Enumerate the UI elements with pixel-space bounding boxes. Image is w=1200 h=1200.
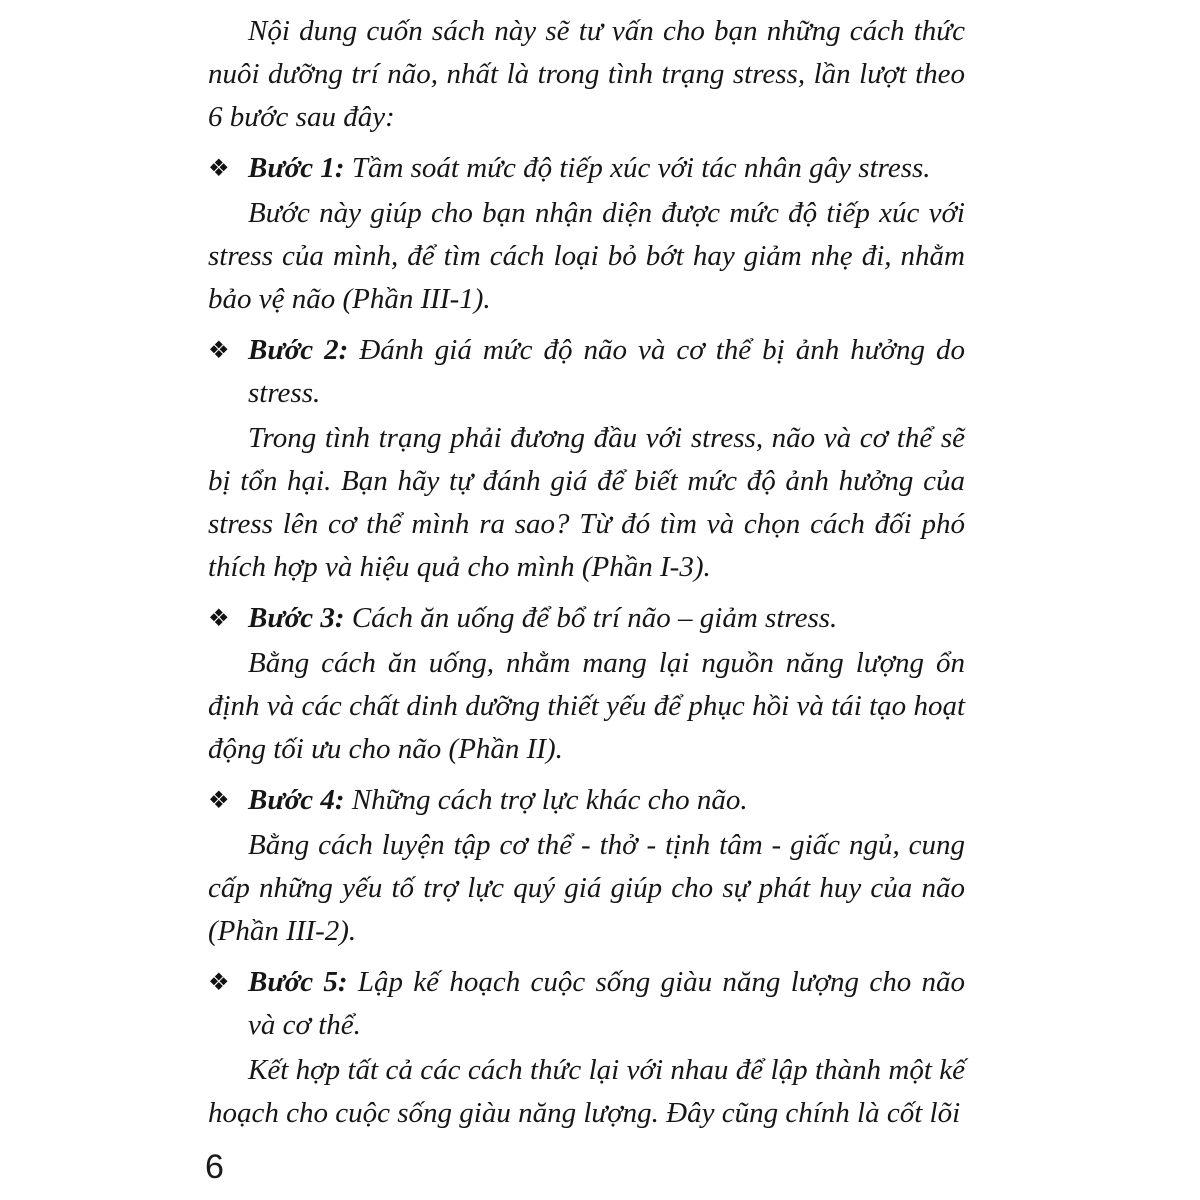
step-title: Tầm soát mức độ tiếp xúc với tác nhân gây stress. (351, 152, 931, 184)
intro-paragraph: Nội dung cuốn sách này sẽ tư vấn cho bạn những cách thức nuôi dưỡng trí não, nhất là trong tình trạng stress, lần lượt theo 6 bước sau đây: (208, 15, 965, 133)
step-item-5 (208, 961, 965, 1135)
step-item-1 (208, 147, 965, 321)
step-body: Kết hợp tất cả các cách thức lại với nhau để lập thành một kế hoạch cho cuộc sống giàu năng lượng. Đây cũng chính là cốt lõi (208, 1054, 965, 1129)
step-heading-1 (208, 147, 965, 190)
step-label: Bước 3: (248, 602, 345, 634)
bullet-diamond-icon: ❖ (208, 338, 230, 364)
step-heading-4 (208, 779, 965, 822)
step-title: Lập kế hoạch cuộc sống giàu năng lượng cho não và cơ thể. (248, 966, 965, 1041)
step-item-4 (208, 779, 965, 953)
step-title: Đánh giá mức độ não và cơ thể bị ảnh hưởng do stress. (248, 334, 965, 409)
bullet-diamond-icon: ❖ (208, 788, 230, 814)
step-heading-3 (208, 597, 965, 640)
step-label: Bước 1: (248, 152, 345, 184)
bullet-diamond-icon: ❖ (208, 970, 230, 996)
step-label: Bước 4: (248, 784, 345, 816)
bullet-diamond-icon: ❖ (208, 606, 230, 632)
step-body: Bằng cách luyện tập cơ thể - thở - tịnh tâm - giấc ngủ, cung cấp những yếu tố trợ lực quý giá giúp cho sự phát huy của não (Phần III-2). (208, 829, 965, 947)
step-body: Trong tình trạng phải đương đầu với stress, não và cơ thể sẽ bị tổn hại. Bạn hãy tự đánh giá để biết mức độ ảnh hưởng của stress lên cơ thể mình ra sao? Từ đó tìm và chọn cách đối phó thích hợp và hiệu quả cho mình (Phần I-3). (208, 422, 965, 583)
step-item-3 (208, 597, 965, 771)
step-label: Bước 5: (248, 966, 348, 998)
step-heading-5 (208, 961, 965, 1047)
step-title: Cách ăn uống để bổ trí não – giảm stress. (351, 602, 838, 634)
text-block (208, 10, 965, 1135)
step-title: Những cách trợ lực khác cho não. (351, 784, 748, 816)
page-number: 6 (205, 1148, 224, 1186)
step-body: Bước này giúp cho bạn nhận diện được mức độ tiếp xúc với stress của mình, để tìm cách loại bỏ bớt hay giảm nhẹ đi, nhằm bảo vệ não (Phần III-1). (208, 197, 965, 315)
step-item-2 (208, 329, 965, 589)
step-label: Bước 2: (248, 334, 349, 366)
step-body: Bằng cách ăn uống, nhằm mang lại nguồn năng lượng ổn định và các chất dinh dưỡng thiết yếu để phục hồi và tái tạo hoạt động tối ưu cho não (Phần II). (208, 647, 965, 765)
bullet-diamond-icon: ❖ (208, 156, 230, 182)
step-heading-2 (208, 329, 965, 415)
